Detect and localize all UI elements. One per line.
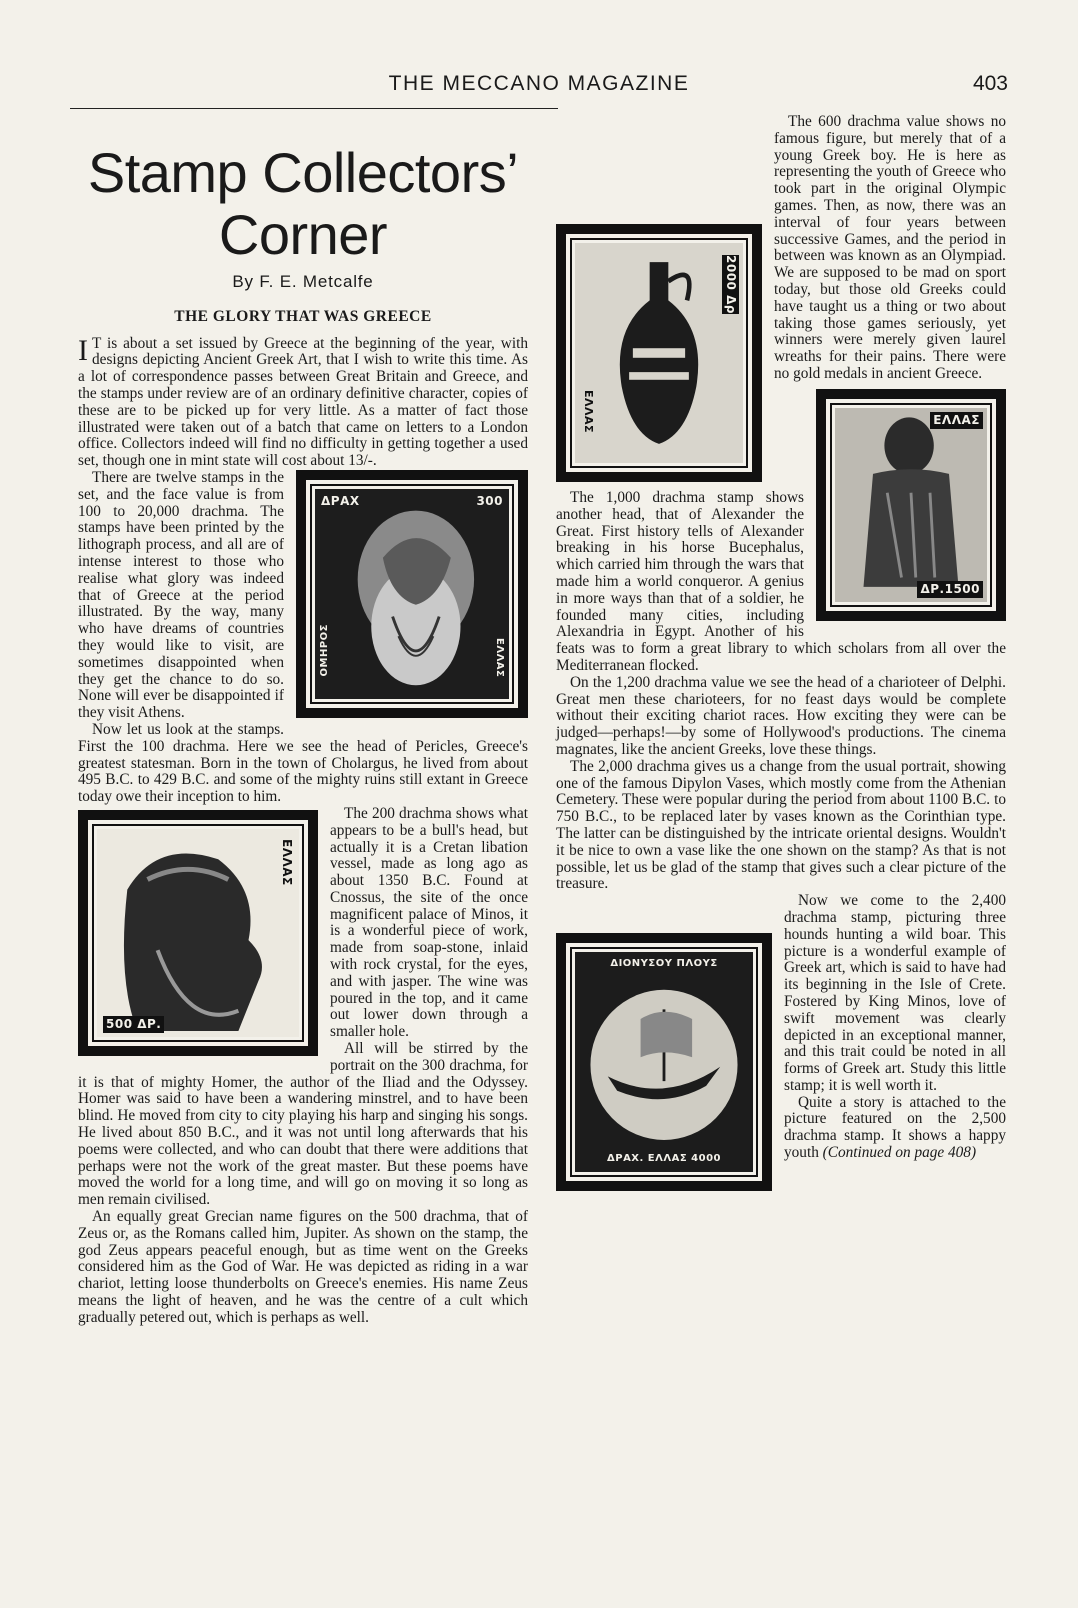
continued-note: (Continued on page 408): [822, 1144, 977, 1162]
left-column: [78, 112, 528, 1327]
charioteer-stamp-image: [816, 389, 1006, 621]
stamp-top-label: ΔΡΑΧ: [321, 493, 360, 508]
running-head: [70, 72, 1008, 102]
zeus-portrait-illustration: [97, 829, 299, 1037]
article-title: Stamp Collectors’ Corner: [87, 141, 519, 266]
stamp-side-label: ΟΜΗΡΟΣ: [319, 624, 330, 677]
paragraph: An equally great Grecian name figures on the 500 drachma, that of Zeus or, as the Romans called him, Jupiter. As shown on the stamp, the god Zeus appears peaceful enough, but as time went on the Greeks considered him as the God of War. He was depicted as riding in a war chariot, letting loose thunderbolts on Greece's enemies. His name Zeus means the light of heaven, and he was the centre of a cult which gradually petered out, which is perhaps as well.: [78, 1208, 528, 1326]
paragraph: The 200 drachma shows what appears to be a bull's head, but actually it is a Cretan libation vessel, made as long ago as about 1350 B.C. Found at Cnossus, the site of the once magnificent palace of Minos, it is a wonderful piece of work, made from soap-stone, inlaid with rock crystal, for the eyes, and with jasper. The wine was poured in the top, and it came out lower down through a smaller hole.: [330, 804, 528, 1041]
stamp-value-label: 300: [476, 493, 503, 508]
paragraph: There are twelve stamps in the set, and the face value is from 100 to 20,000 drachma. The stamps have been printed by the lithograph process, and all are of intense interest to those who realise what glory was indeed that of Greece at the period illustrated. By the way, many who have dreams of countries they would like to visit, are sometimes disappointed when they get the chance to do so. None will ever be disappointed if they visit Athens.: [78, 468, 284, 722]
stamp-side-label: ΕΛΛΑΣ: [280, 838, 294, 886]
magazine-title: THE MECCANO MAGAZINE: [388, 72, 690, 95]
vase-stamp-image: [556, 224, 762, 482]
stamp-value-label: ΔΡ.1500: [917, 581, 983, 598]
paragraph: The 1,000 drachma stamp shows another head, that of Alexander the Great. First history tells of Alexander breaking in his horse Bucephalus, which carried him through the wars that made him a world conqueror. A genius in more ways than that of a soldier, he founded many cities, including Alexandria in Egypt. Another of his feats was to form a great library to which scholars from all over the Mediterranean flocked.: [556, 489, 1006, 674]
byline: By F. E. Metcalfe: [232, 272, 374, 291]
stamp-side-label: ΕΛΛΑΣ: [494, 637, 505, 677]
paragraph: All will be stirred by the portrait on the 300 drachma, for it is that of mighty Homer, the author of the Iliad and the Odyssey. Homer was said to have been a wandering minstrel, and to have been blind. He moved from city to city playing his harp and singing his songs. He lived about 850 B.C., and it was not until long afterwards that his poems were collected, and who can doubt that there were additions that perhaps were not the work of the great master. But these poems have moved the world for a long time, and will go on moving it so long as men remain civilised.: [78, 1040, 528, 1209]
boar-hunt-stamp-image: [556, 933, 772, 1191]
paragraph: Now we come to the 2,400 drachma stamp, picturing three hounds hunting a wild boar. This picture is a wonderful example of Greek art, which is said to have had its beginning in the Isle of Crete. Fostered by King Minos, love of swift movement was clearly depicted in an exceptional manner, and this trait could be noted in all forms of Greek art. Study this little stamp; it is well worth it.: [784, 892, 1006, 1094]
paragraph: I T is about a set issued by Greece at the beginning of the year, with designs depicting Ancient Greek Art, that I wish to write this time. As a lot of correspondence passes between Great Britain and Greece, and the stamps under review are of an ordinary definitive character, copies of these are to be picked up for very little. As a matter of fact those illustrated were taken out of a batch that came on letters to a London office. Collectors indeed will find no difficulty in getting together a used set, though one in mint state will cost about 13/-.: [78, 333, 528, 470]
ship-illustration: [575, 952, 753, 1172]
drop-cap: I: [78, 333, 88, 367]
stamp-value-label: 500 ΔΡ.: [103, 1016, 164, 1033]
stamp-value-label: ΔΡΑΧ. ΕΛΛΑΣ 4000: [607, 1153, 721, 1165]
header-rule: [70, 108, 558, 109]
stamp-top-label: ΕΛΛΑΣ: [930, 412, 983, 429]
zeus-stamp-image: [78, 810, 318, 1056]
page-number: 403: [972, 72, 1008, 95]
right-column: [556, 114, 1006, 1199]
homer-stamp-image: [296, 470, 528, 718]
section-heading: THE GLORY THAT WAS GREECE: [174, 307, 432, 325]
stamp-value-label: 2000 Δρ: [724, 255, 738, 314]
paragraph: On the 1,200 drachma value we see the head of a charioteer of Delphi. Great men these charioteers, for no feast days would be complete without their exciting chariot races. How exciting they were can be judged—perhaps!—by some of Hollywood's productions. The cinema magnates, like the ancient Greeks, love these things.: [556, 673, 1006, 758]
paragraph: Quite a story is attached to the picture featured on the 2,500 drachma stamp. It shows a happy youth (Continued on page 408): [784, 1093, 1006, 1162]
paragraph: The 2,000 drachma gives us a change from the usual portrait, showing one of the famous Dipylon Vases, which mostly come from the Athenian Cemetery. These were popular during the period from about 1100 B.C. to 750 B.C., to be replaced later by vases known as the Corinthian type. The latter can be distinguished by the intricate oriental designs. Wouldn't it be nice to own a vase like the one shown on the stamp? As that is not possible, let us be glad of the stamp that gives such a clear picture of the treasure.: [556, 757, 1006, 893]
paragraph: Now let us look at the stamps. First the 100 drachma. Here we see the head of Pericles, Greece's greatest statesman. Born in the town of Cholargus, he lived from about 495 B.C. to 429 B.C. and some of the mighty ruins still extant in Greece today owe their inception to him.: [78, 720, 528, 806]
paragraph: The 600 drachma value shows no famous figure, but merely that of a young Greek boy. He is here as representing the youth of Greece who took part in the original Olympic games. Then, as now, there was an interval of four years between successive Games, and the period in between was known as an Olympiad. We are supposed to be mad on sport today, but those old Greeks could have taught us a thing or two about taking those games seriously, yet winners were merely given laurel wreaths for their pains. There were no gold medals in ancient Greece.: [774, 113, 1006, 382]
dipylon-vase-illustration: [575, 243, 743, 463]
stamp-top-label: ΔΙΟΝΥΣΟΥ ΠΛΟΥΣ: [610, 958, 718, 970]
homer-portrait-illustration: [315, 489, 509, 699]
charioteer-illustration: [835, 408, 987, 602]
stamp-side-label: ΕΛΛΑΣ: [581, 389, 595, 433]
